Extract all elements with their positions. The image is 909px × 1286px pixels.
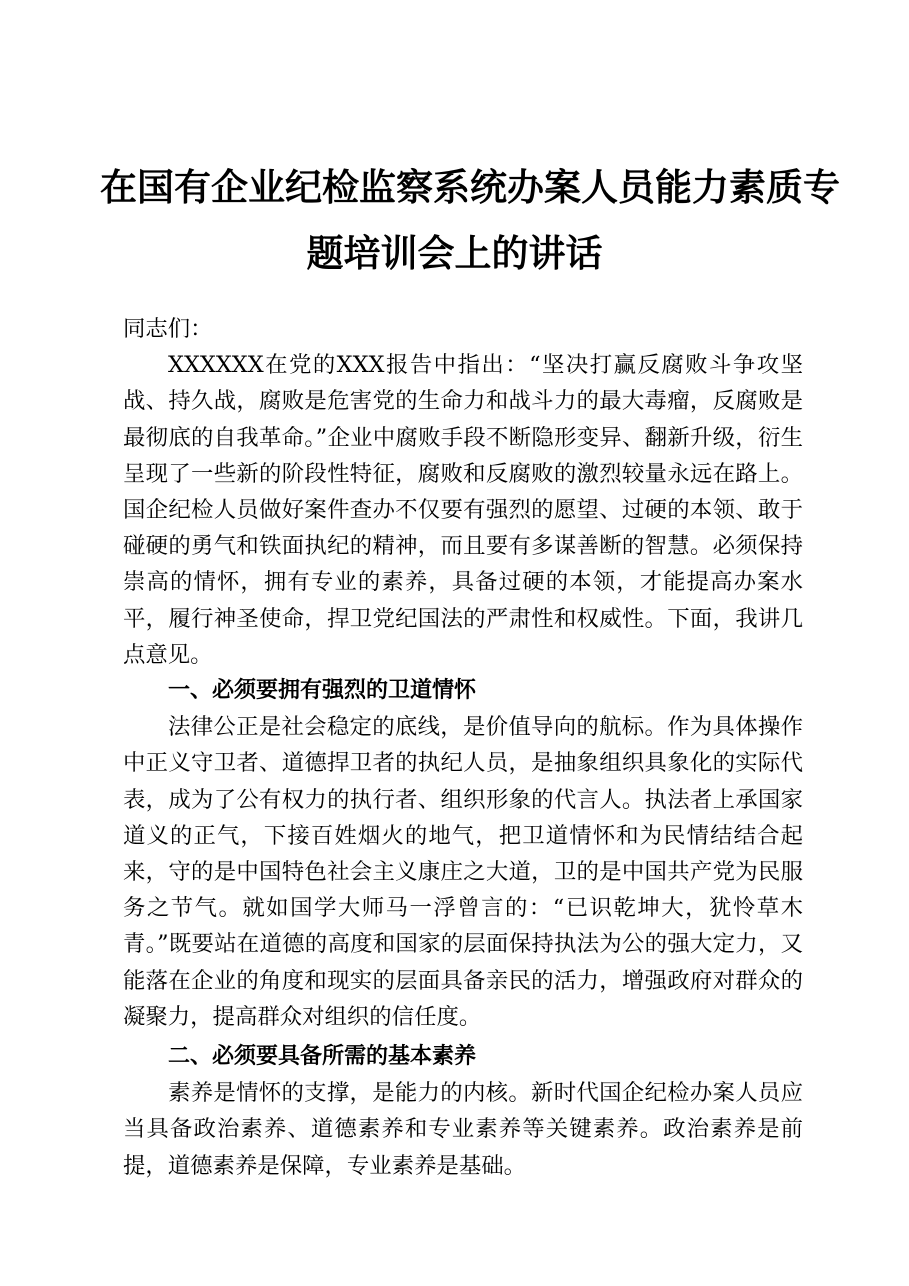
- document-title-line-2: 题培训会上的讲话: [306, 231, 603, 275]
- document-body: [123, 311, 803, 1184]
- salutation: 同志们：: [123, 316, 213, 342]
- intro-paragraph: XXXXXX在党的XXX报告中指出：“坚决打赢反腐败斗争攻坚战、持久战，腐败是危害党的生命力和战斗力的最大毒瘤，反腐败是最彻底的自我革命。”企业中腐败手段不断隐形变异、翻新升级，衍生呈现了一些新的阶段性特征，腐败和反腐败的激烈较量永远在路上。国企纪检人员做好案件查办不仅要有强烈的愿望、过硬的本领、敢于碰硬的勇气和铁面执纪的精神，而且要有多谋善断的智慧。必须保持崇高的情怀，拥有专业的素养，具备过硬的本领，才能提高办案水平，履行神圣使命，捍卫党纪国法的严肃性和权威性。下面，我讲几点意见。: [123, 352, 803, 668]
- section-2-heading: 二、必须要具备所需的基本素养: [168, 1044, 477, 1070]
- document-title-line-1: 在国有企业纪检监察系统办案人员能力素质专: [100, 165, 840, 209]
- section-1-heading: 一、必须要拥有强烈的卫道情怀: [168, 678, 477, 704]
- section-2-paragraph: 素养是情怀的支撑，是能力的内核。新时代国企纪检办案人员应当具备政治素养、道德素养和专业素养等关键素养。政治素养是前提，道德素养是保障，专业素养是基础。: [123, 1080, 803, 1179]
- section-1-paragraph: 法律公正是社会稳定的底线，是价值导向的航标。作为具体操作中正义守卫者、道德捍卫者的执纪人员，是抽象组织具象化的实际代表，成为了公有权力的执行者、组织形象的代言人。执法者上承国家道义的正气，下接百姓烟火的地气，把卫道情怀和为民情结结合起来，守的是中国特色社会主义康庄之大道，卫的是中国共产党为民服务之节气。就如国学大师马一浮曾言的：“已识乾坤大，犹怜草木青。”既要站在道德的高度和国家的层面保持执法为公的强大定力，又能落在企业的角度和现实的层面具备亲民的活力，增强政府对群众的凝聚力，提高群众对组织的信任度。: [123, 714, 803, 1030]
